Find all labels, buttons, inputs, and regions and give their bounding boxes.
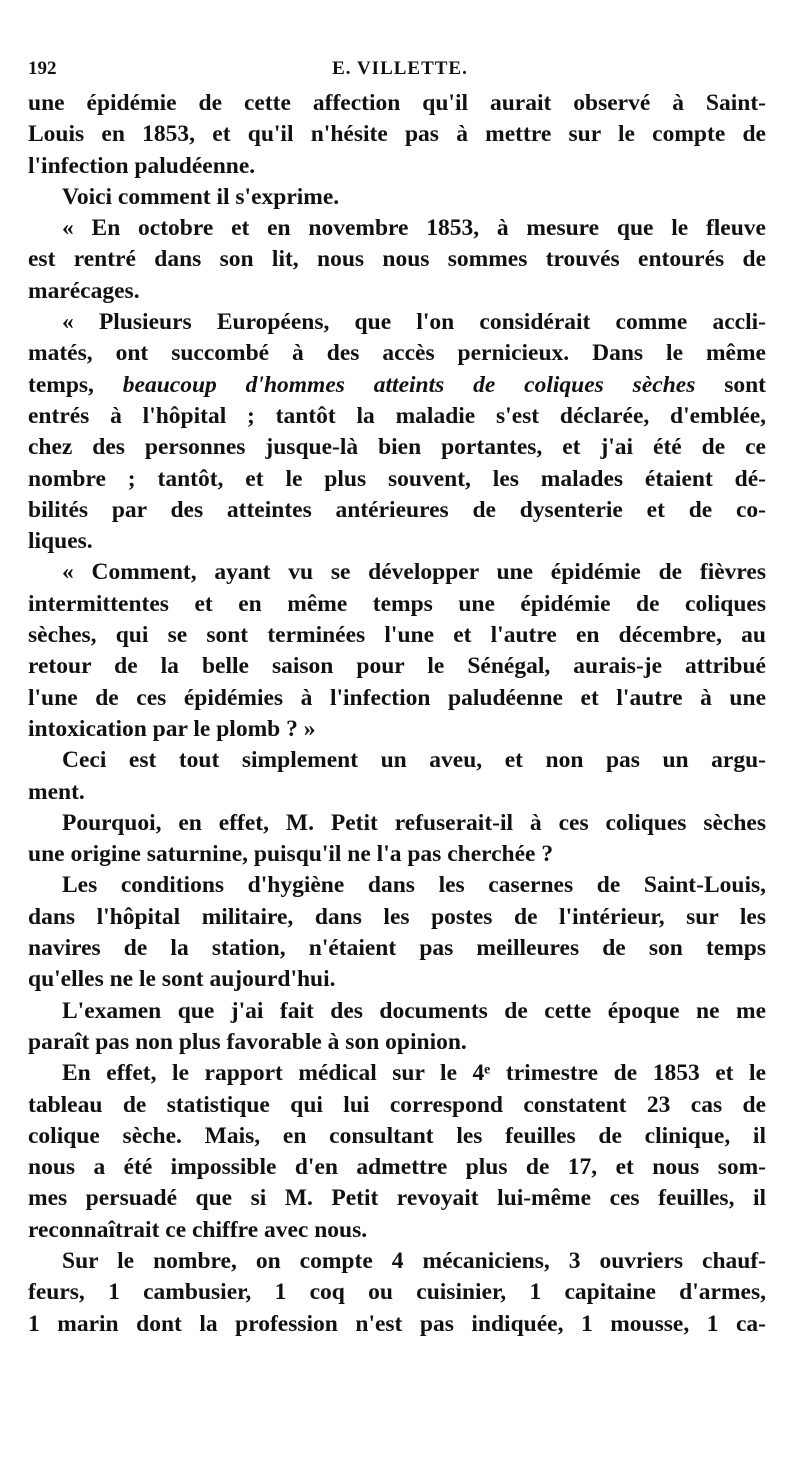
text-run: marécages. xyxy=(28,277,140,304)
text-run: Sur le nombre, on compte 4 mécaniciens, 3 ouvriers chauf- xyxy=(62,1247,766,1274)
text-line xyxy=(28,88,766,119)
text-line xyxy=(28,683,766,714)
text-run: matés, ont succombé à des accès pernicieux. Dans le même xyxy=(28,340,766,367)
text-run: Les conditions d'hygiène dans les casernes de Saint-Louis, xyxy=(62,872,766,899)
text-line xyxy=(28,401,766,432)
text-run: liques. xyxy=(28,528,93,555)
text-line xyxy=(28,933,766,964)
text-run: sèches, qui se sont terminées l'une et l'autre en décembre, au xyxy=(28,622,766,649)
text-run: nombre ; tantôt, et le plus souvent, les malades étaient dé- xyxy=(28,465,766,492)
text-line xyxy=(28,1277,766,1308)
text-run: feurs, 1 cambusier, 1 coq ou cuisinier, 1 capitaine d'armes, xyxy=(28,1279,766,1306)
text-line xyxy=(28,1090,766,1121)
text-run: bilités par des atteintes antérieures de dysenterie et de co- xyxy=(28,496,766,523)
text-line xyxy=(28,526,766,557)
text-run: Louis en 1853, et qu'il n'hésite pas à mettre sur le compte de xyxy=(28,121,766,148)
text-run: une origine saturnine, puisqu'il ne l'a pas cherchée ? xyxy=(28,841,554,868)
running-head: E. VILLETTE. xyxy=(332,58,468,79)
text-line xyxy=(28,1121,766,1152)
text-line xyxy=(28,714,766,745)
text-line xyxy=(28,307,766,338)
text-line xyxy=(28,1309,766,1340)
text-line xyxy=(28,119,766,150)
text-run: mes persuadé que si M. Petit revoyait lui-même ces feuilles, il xyxy=(28,1185,766,1212)
text-line xyxy=(28,495,766,526)
text-run: nous a été impossible d'en admettre plus de 17, et nous som- xyxy=(28,1154,766,1181)
text-run: retour de la belle saison pour le Sénégal, aurais-je attribué xyxy=(28,653,766,680)
text-run: 1 marin dont la profession n'est pas indiquée, 1 mousse, 1 ca- xyxy=(28,1310,766,1337)
text-run: En effet, le rapport médical sur le 4ᵉ trimestre de 1853 et le xyxy=(62,1060,766,1087)
body-text xyxy=(28,88,766,1340)
page-header xyxy=(28,58,772,88)
text-run: ment. xyxy=(28,778,85,805)
text-line xyxy=(28,996,766,1027)
text-run: intoxication par le plomb ? » xyxy=(28,715,316,742)
text-run: navires de la station, n'étaient pas meilleures de son temps xyxy=(28,935,766,962)
text-line xyxy=(28,777,766,808)
text-line xyxy=(28,620,766,651)
text-run: tableau de statistique qui lui correspond constatent 23 cas de xyxy=(28,1091,766,1118)
text-run: intermittentes et en même temps une épidémie de coliques xyxy=(28,590,766,617)
text-run: qu'elles ne le sont aujourd'hui. xyxy=(28,966,336,993)
text-line xyxy=(28,1027,766,1058)
text-line xyxy=(28,276,766,307)
text-line xyxy=(28,338,766,369)
text-run: « En octobre et en novembre 1853, à mesure que le fleuve xyxy=(62,215,766,242)
text-run: l'infection paludéenne. xyxy=(28,152,256,179)
text-line xyxy=(28,589,766,620)
text-line xyxy=(28,370,766,401)
text-line xyxy=(28,964,766,995)
text-run: « Comment, ayant vu se développer une épidémie de fièvres xyxy=(62,559,766,586)
text-run: entrés à l'hôpital ; tantôt la maladie s'est déclarée, d'emblée, xyxy=(28,402,766,429)
text-line xyxy=(28,839,766,870)
text-line xyxy=(28,1152,766,1183)
text-line xyxy=(28,1058,766,1089)
italic-emphasis: beaucoup d'hommes atteints de coliques sèches xyxy=(122,371,696,398)
text-line xyxy=(28,182,766,213)
text-line xyxy=(28,244,766,275)
text-line xyxy=(28,213,766,244)
text-run: est rentré dans son lit, nous nous sommes trouvés entourés de xyxy=(28,246,766,273)
text-run: colique sèche. Mais, en consultant les feuilles de clinique, il xyxy=(28,1122,766,1149)
text-line xyxy=(28,651,766,682)
text-run: l'une de ces épidémies à l'infection paludéenne et l'autre à une xyxy=(28,684,766,711)
text-run: sont xyxy=(695,371,767,398)
text-run: Voici comment il s'exprime. xyxy=(62,183,340,210)
text-line xyxy=(28,1246,766,1277)
text-run: Ceci est tout simplement un aveu, et non pas un argu- xyxy=(62,747,766,774)
text-line xyxy=(28,557,766,588)
text-run: chez des personnes jusque-là bien portantes, et j'ai été de ce xyxy=(28,434,766,461)
text-run: Pourquoi, en effet, M. Petit refuserait-il à ces coliques sèches xyxy=(62,809,766,836)
text-line xyxy=(28,808,766,839)
text-run: L'examen que j'ai fait des documents de cette époque ne me xyxy=(62,997,766,1024)
text-run: reconnaîtrait ce chiffre avec nous. xyxy=(28,1216,368,1243)
page-number: 192 xyxy=(28,58,57,79)
text-run: « Plusieurs Européens, que l'on considérait comme accli- xyxy=(62,309,766,336)
text-line xyxy=(28,902,766,933)
text-run: paraît pas non plus favorable à son opinion. xyxy=(28,1028,467,1055)
text-line xyxy=(28,870,766,901)
text-run: une épidémie de cette affection qu'il aurait observé à Saint- xyxy=(28,90,766,116)
text-line xyxy=(28,464,766,495)
text-line xyxy=(28,745,766,776)
text-line xyxy=(28,432,766,463)
text-line xyxy=(28,1215,766,1246)
text-run: dans l'hôpital militaire, dans les postes de l'intérieur, sur les xyxy=(28,903,766,930)
text-run: temps, xyxy=(28,371,123,398)
text-line xyxy=(28,151,766,182)
text-line xyxy=(28,1183,766,1214)
